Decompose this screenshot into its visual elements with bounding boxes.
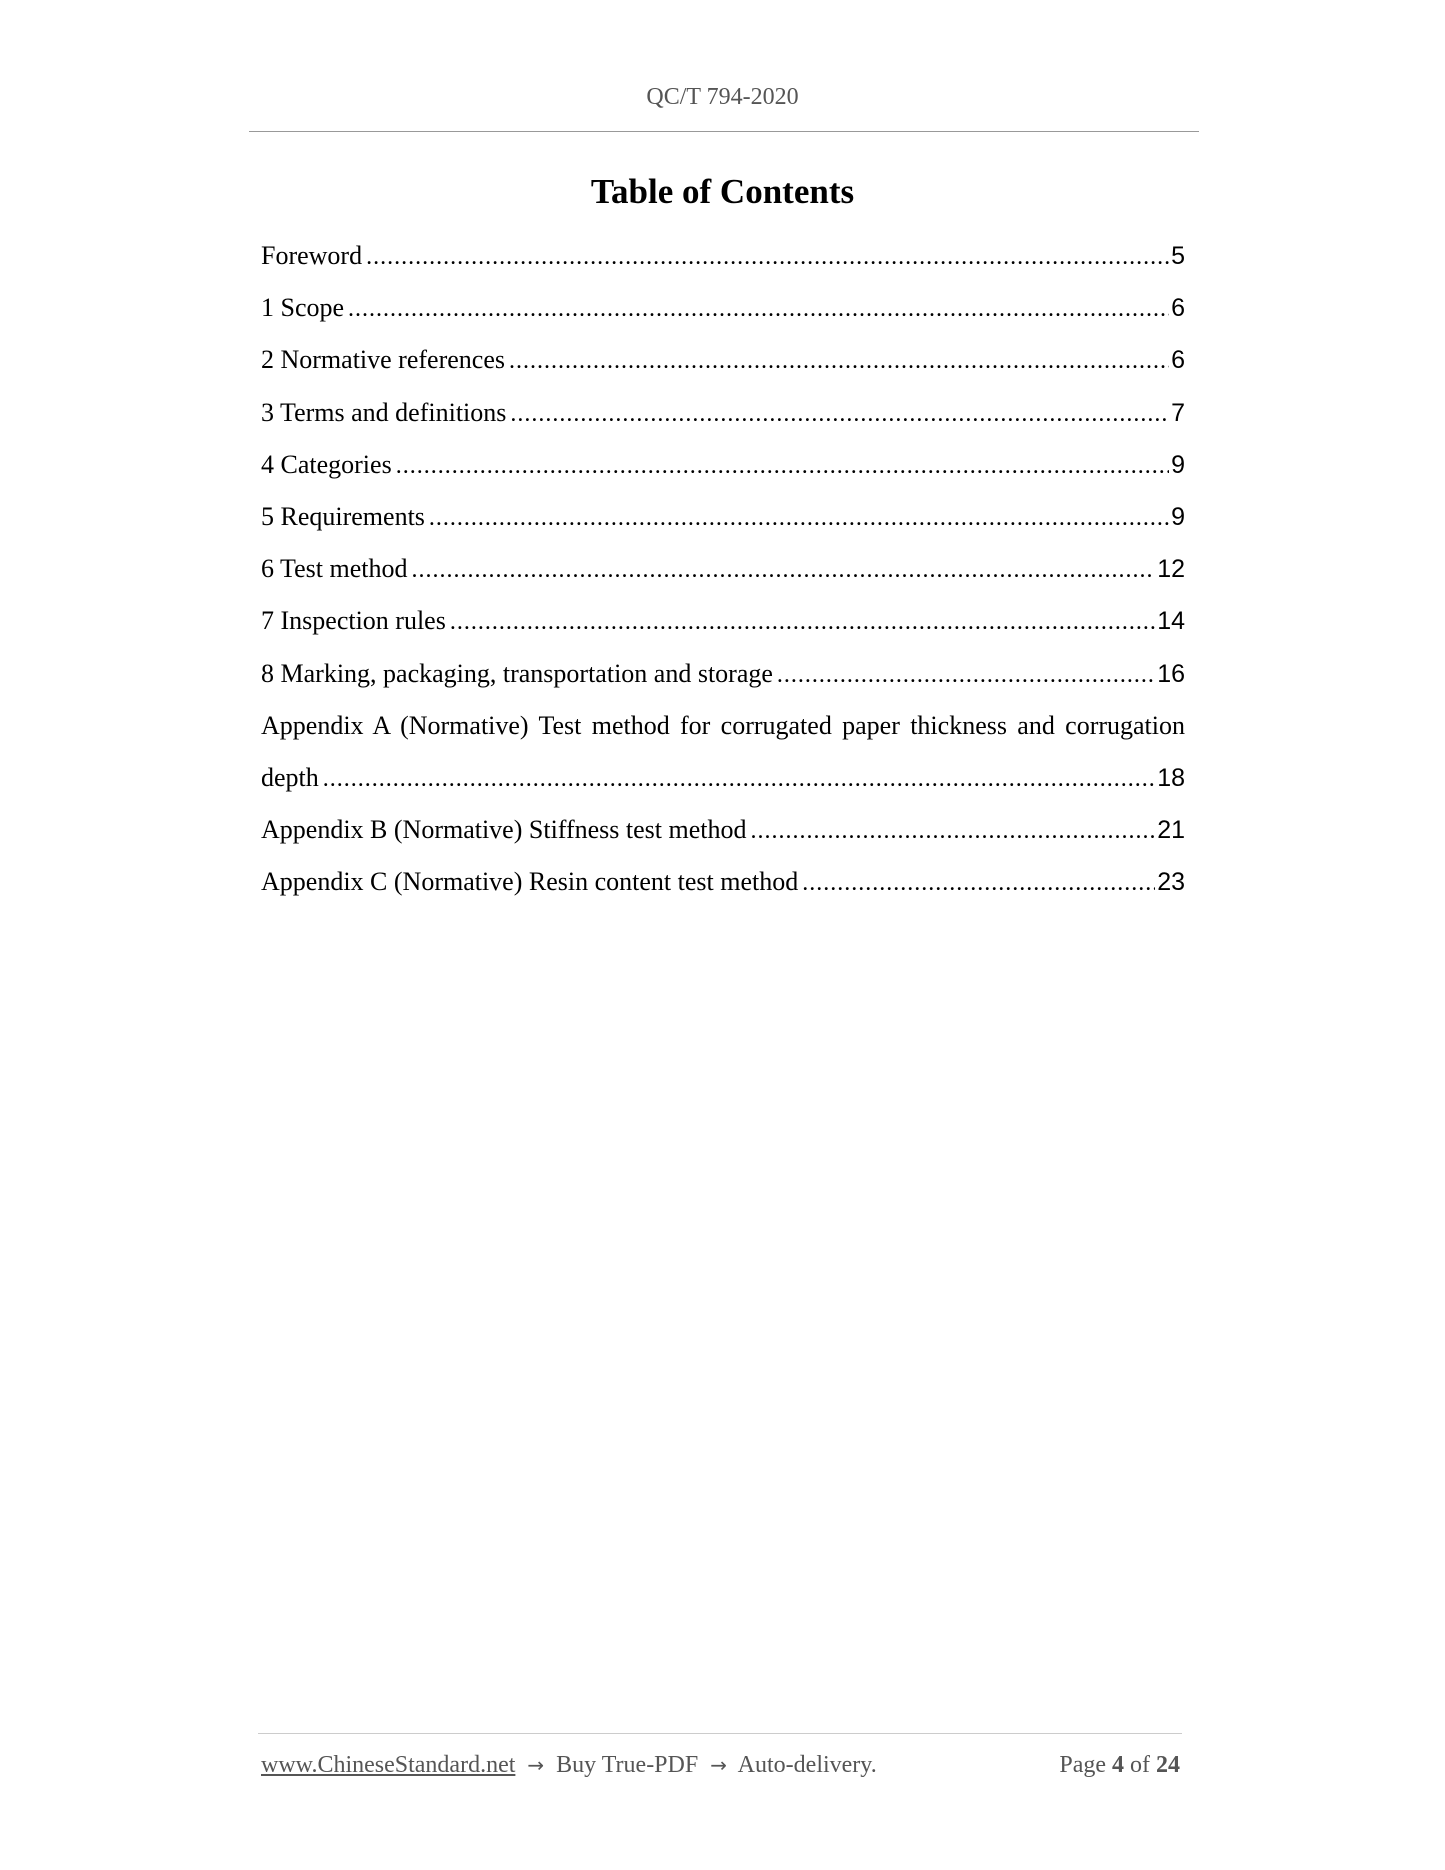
- toc-heading: Table of Contents: [590, 172, 855, 211]
- toc-entry-normative-references[interactable]: [261, 340, 1185, 392]
- toc-entry-label: 8 Marking, packaging, transportation and storage: [261, 658, 773, 688]
- toc-entry-marking-packaging[interactable]: [261, 654, 1185, 706]
- dot-leader: [751, 811, 1156, 851]
- toc-entry-page: 21: [1157, 816, 1185, 845]
- arrow-right-icon: →: [710, 1753, 727, 1777]
- toc-entry-page: 5: [1171, 242, 1185, 270]
- toc-entry-label: 1 Scope: [261, 293, 345, 323]
- toc-entry-label: 5 Requirements: [261, 501, 425, 531]
- toc-entry-scope[interactable]: [261, 288, 1185, 340]
- header-divider: [249, 131, 1199, 132]
- of-word: of: [1130, 1752, 1150, 1778]
- toc-entry-page: 16: [1157, 659, 1185, 688]
- toc-entry-label: Foreword: [261, 241, 363, 270]
- dot-leader: [323, 759, 1155, 799]
- dot-leader: [366, 237, 1169, 277]
- page-total: 24: [1156, 1752, 1180, 1778]
- page-current: 4: [1112, 1752, 1124, 1778]
- toc-entry-page: 9: [1171, 502, 1185, 531]
- toc-entry-appendix-a[interactable]: [261, 706, 1185, 758]
- toc-entry-page: 9: [1171, 450, 1185, 479]
- toc-entry-appendix-a-continuation[interactable]: [261, 758, 1185, 810]
- auto-delivery-text: Auto-delivery.: [737, 1752, 877, 1778]
- table-of-contents: [261, 236, 1185, 914]
- toc-entry-page: 23: [1157, 868, 1185, 897]
- toc-entry-label: 4 Categories: [261, 449, 392, 479]
- dot-leader: [396, 446, 1169, 486]
- footer-divider: [258, 1733, 1182, 1734]
- buy-true-pdf-text: Buy True-PDF: [556, 1752, 699, 1778]
- dot-leader: [348, 289, 1169, 329]
- toc-entry-page: 12: [1157, 555, 1185, 584]
- dot-leader: [777, 655, 1155, 695]
- toc-entry-categories[interactable]: [261, 445, 1185, 497]
- footer-promo: [261, 1752, 877, 1779]
- toc-entry-label-continuation: depth: [261, 762, 319, 792]
- dot-leader: [509, 341, 1169, 381]
- toc-entry-page: 18: [1157, 763, 1185, 792]
- dot-leader: [411, 550, 1155, 590]
- document-code-header: QC/T 794-2020: [646, 84, 799, 110]
- toc-entry-terms-and-definitions[interactable]: [261, 393, 1185, 445]
- toc-entry-label: 3 Terms and definitions: [261, 397, 507, 427]
- dot-leader: [802, 863, 1155, 903]
- page-word: Page: [1059, 1752, 1106, 1778]
- toc-entry-requirements[interactable]: [261, 497, 1185, 549]
- toc-entry-label: 7 Inspection rules: [261, 606, 446, 636]
- toc-entry-appendix-c[interactable]: [261, 862, 1185, 914]
- toc-entry-label: 6 Test method: [261, 554, 408, 584]
- toc-entry-label: 2 Normative references: [261, 345, 505, 375]
- toc-entry-page: 6: [1171, 346, 1185, 375]
- toc-entry-appendix-b[interactable]: [261, 810, 1185, 862]
- toc-entry-label: Appendix C (Normative) Resin content test method: [261, 867, 799, 897]
- toc-entry-page: 6: [1171, 294, 1185, 323]
- dot-leader: [450, 602, 1155, 642]
- toc-entry-page: 7: [1171, 398, 1185, 427]
- page-number: [1059, 1752, 1180, 1779]
- toc-entry-label: Appendix A (Normative) Test method for corrugated paper thickness and corrugation: [261, 710, 1185, 740]
- toc-entry-label: Appendix B (Normative) Stiffness test method: [261, 815, 747, 845]
- site-link[interactable]: www.ChineseStandard.net: [261, 1752, 516, 1778]
- toc-entry-foreword[interactable]: [261, 236, 1185, 288]
- dot-leader: [429, 498, 1169, 538]
- toc-entry-test-method[interactable]: [261, 549, 1185, 601]
- toc-entry-inspection-rules[interactable]: [261, 601, 1185, 653]
- toc-entry-page: 14: [1157, 607, 1185, 636]
- arrow-right-icon: →: [527, 1753, 545, 1777]
- dot-leader: [510, 394, 1169, 434]
